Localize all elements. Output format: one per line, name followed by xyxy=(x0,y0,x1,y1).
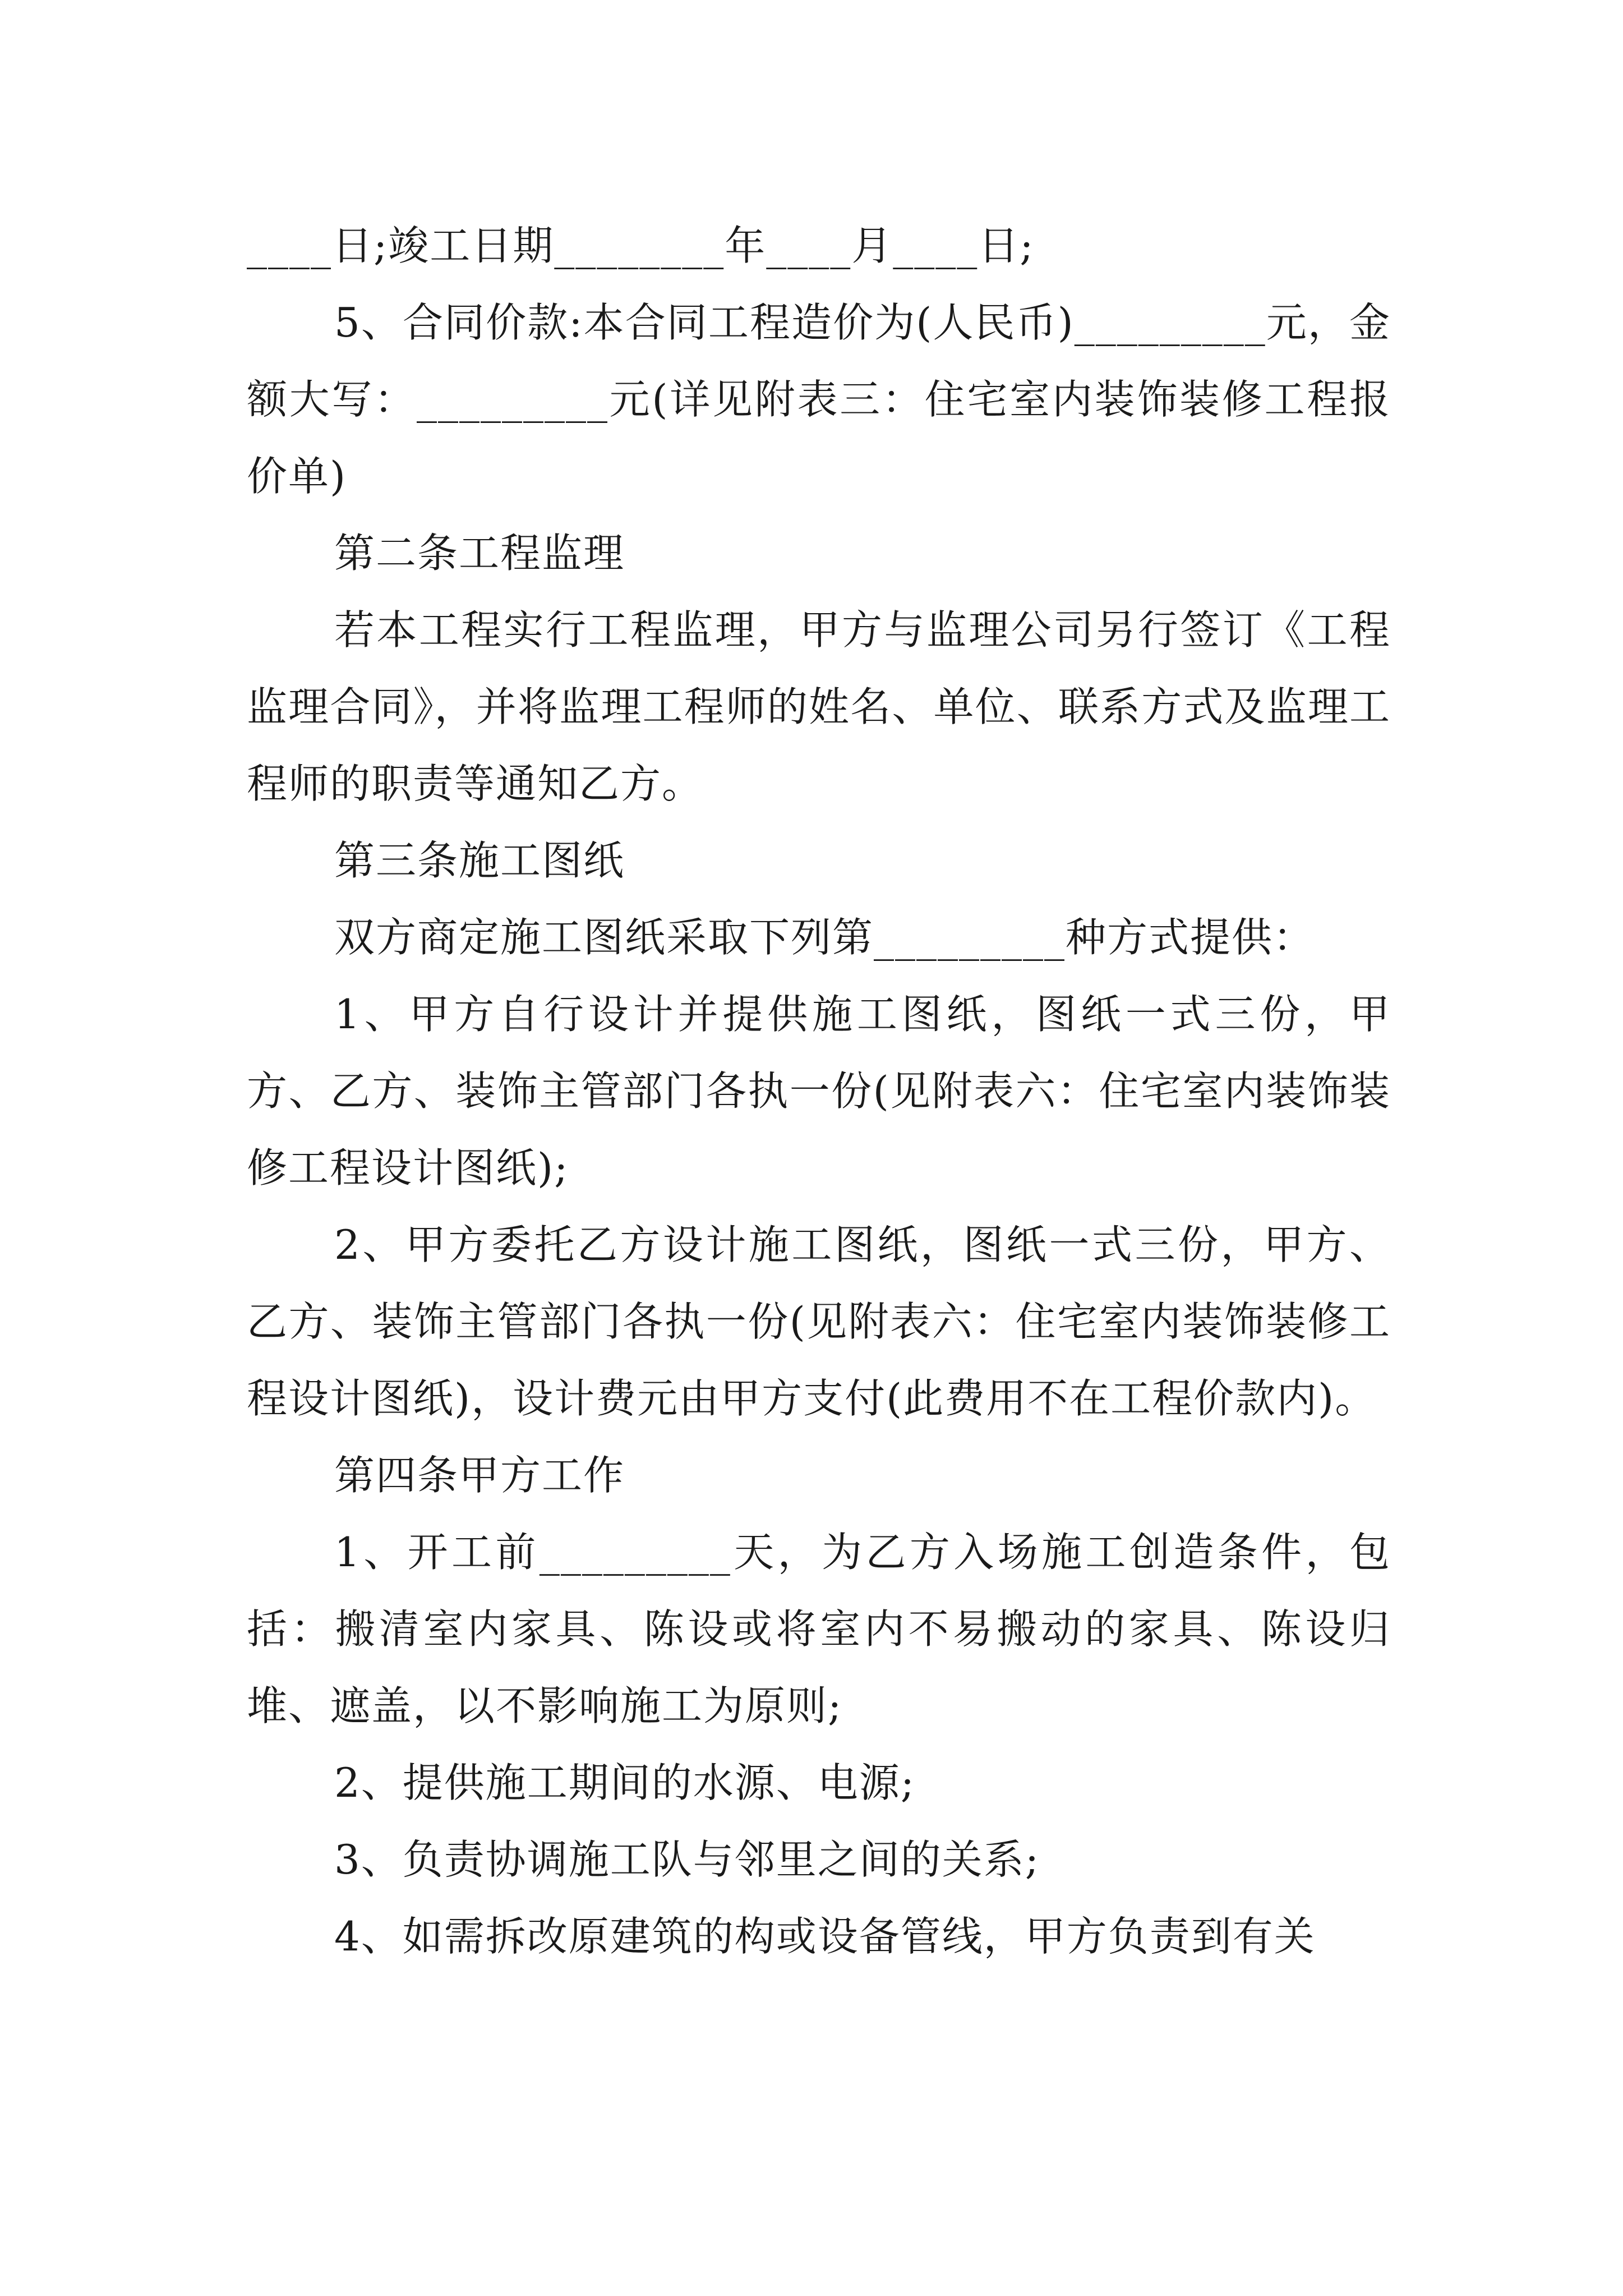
article-4-item-4: 4、如需拆改原建筑的构或设备管线，甲方负责到有关 xyxy=(334,1913,1316,1960)
article-2-body: 若本工程实行工程监理，甲方与监理公司另行签订《工程监理合同》，并将监理工程师的姓名、单位、联系方式及监理工程师的职责等通知乙方。 xyxy=(247,606,1391,807)
article-4-item-3: 3、负责协调施工队与邻里之间的关系; xyxy=(334,1836,1040,1883)
article-3-heading: 第三条施工图纸 xyxy=(334,837,625,884)
article-3-item-1: 1、甲方自行设计并提供施工图纸，图纸一式三份，甲方、乙方、装饰主管部门各执一份(见附表六：住宅室内装饰装修工程设计图纸); xyxy=(247,991,1391,1191)
article-4-item-2: 2、提供施工期间的水源、电源; xyxy=(334,1759,916,1806)
contract-price-clause: 5、合同价款:本合同工程造价为(人民币)_________元，金额大写：_________元(详见附表三：住宅室内装饰装修工程报价单) xyxy=(247,299,1391,500)
article-2-heading: 第二条工程监理 xyxy=(334,530,625,577)
article-3-item-2: 2、甲方委托乙方设计施工图纸，图纸一式三份，甲方、乙方、装饰主管部门各执一份(见附表六：住宅室内装饰装修工程设计图纸)，设计费元由甲方支付(此费用不在工程价款内)。 xyxy=(247,1221,1391,1422)
article-4-heading: 第四条甲方工作 xyxy=(334,1452,625,1499)
article-3-intro: 双方商定施工图纸采取下列第_________种方式提供： xyxy=(334,914,1315,961)
completion-date-line: ____日;竣工日期________年____月____日; xyxy=(247,222,1035,269)
article-4-item-1: 1、开工前_________天，为乙方入场施工创造条件，包括：搬清室内家具、陈设或将室内不易搬动的家具、陈设归堆、遮盖，以不影响施工为原则; xyxy=(247,1529,1391,1729)
document-page xyxy=(247,208,1391,1975)
